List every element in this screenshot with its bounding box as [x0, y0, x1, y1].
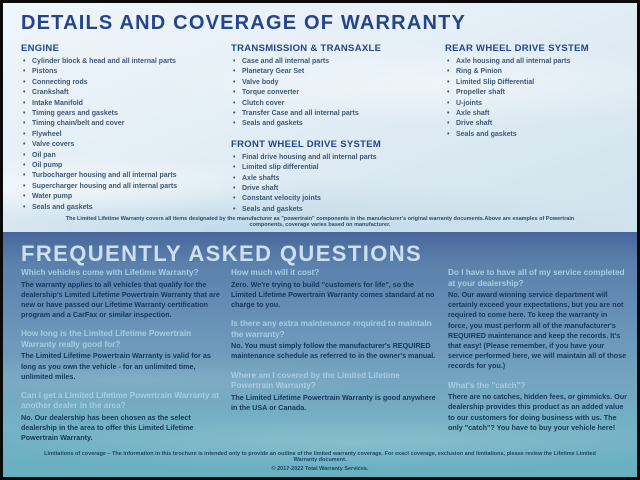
coverage-item: • Final drive housing and all internal parts	[231, 153, 443, 163]
coverage-item: • Constant velocity joints	[231, 194, 443, 204]
coverage-item: • U-joints	[445, 99, 633, 109]
coverage-section-engine	[21, 43, 227, 213]
coverage-item: • Connecting rods	[21, 78, 227, 88]
coverage-item: • Supercharger housing and all internal parts	[21, 182, 227, 192]
rear-wheel-list	[445, 57, 633, 140]
coverage-section	[3, 3, 637, 232]
faq-qa-block	[21, 391, 225, 444]
coverage-item: • Limited slip differential	[231, 163, 443, 173]
coverage-item: • Axle housing and all internal parts	[445, 57, 633, 67]
coverage-item: • Oil pump	[21, 161, 227, 171]
coverage-section-front-wheel	[231, 139, 443, 215]
faq-qa-block	[21, 268, 225, 320]
coverage-section-transmission	[231, 43, 443, 130]
footer-limitations-text: Limitations of coverage – The information in this brochure is intended only to provide an outline of the limited warranty coverage. For exact coverage, exclusion and limitations, please review the Lifetime Limited Warranty document.	[44, 451, 596, 463]
faq-qa-block	[231, 371, 439, 413]
faq-answer: The warranty applies to all vehicles that qualify for the dealership's Limited Lifetime Powertrain Warranty that are new or have passed our Lifetime Warranty certification program and a CarFax or similar inspection.	[21, 279, 220, 320]
coverage-item: • Timing chain/belt and cover	[21, 119, 227, 129]
coverage-item: • Axle shafts	[231, 174, 443, 184]
coverage-item: • Valve body	[231, 78, 443, 88]
coverage-item: • Ring & Pinion	[445, 67, 633, 77]
coverage-item: • Planetary Gear Set	[231, 67, 443, 77]
coverage-item: • Torque converter	[231, 88, 443, 98]
transmission-list	[231, 57, 443, 130]
coverage-column-transmission	[231, 43, 443, 215]
coverage-item: • Clutch cover	[231, 99, 443, 109]
faq-question: Where am I covered by the Limited Lifetime Powertrain Warranty?	[231, 370, 400, 391]
faq-column-2	[231, 268, 439, 413]
coverage-item: • Cylinder block & head and all internal parts	[21, 57, 227, 67]
coverage-section-rear-wheel	[445, 43, 633, 140]
coverage-item: • Limited Slip Differential	[445, 78, 633, 88]
faq-qa-block	[231, 319, 439, 361]
coverage-item: • Transfer Case and all internal parts	[231, 109, 443, 119]
faq-question: Which vehicles come with Lifetime Warranty?	[21, 268, 199, 277]
faq-question: Do I have to have all of my service completed at your dealership?	[448, 268, 625, 288]
faq-answer: No. Our dealership has been chosen as the select dealership in the area to offer this Limited Lifetime Powertrain Warranty.	[21, 412, 194, 443]
faq-answer: There are no catches, hidden fees, or gimmicks. Our dealership provides this product as an added value to our customers for doing business with us. The only "catch"? You have to buy your vehicle here!	[448, 392, 627, 432]
coverage-item: • Pistons	[21, 67, 227, 77]
footer	[33, 451, 607, 472]
faq-qa-block	[448, 268, 628, 372]
coverage-item: • Drive shaft	[231, 184, 443, 194]
faq-question: How much will it cost?	[231, 268, 320, 277]
front-wheel-list	[231, 153, 443, 215]
faq-question: Is there any extra maintenance required to maintain the warranty?	[231, 319, 432, 339]
footer-copyright: © 2017-2022 Total Warranty Services.	[271, 466, 369, 472]
coverage-title: DETAILS AND COVERAGE OF WARRANTY	[21, 12, 467, 34]
faq-section	[3, 232, 637, 477]
coverage-item: • Flywheel	[21, 130, 227, 140]
coverage-item: • Seals and gaskets	[445, 130, 633, 140]
coverage-item: • Valve covers	[21, 140, 227, 150]
coverage-item: • Water pump	[21, 192, 227, 202]
transmission-heading: TRANSMISSION & TRANSAXLE	[231, 43, 382, 54]
faq-answer: The Limited Lifetime Powertrain Warranty is good anywhere in the USA or Canada.	[231, 392, 436, 412]
engine-list	[21, 57, 227, 213]
coverage-column-rear-wheel	[445, 43, 633, 140]
faq-question: What's the "catch"?	[448, 380, 526, 390]
coverage-item: • Seals and gaskets	[231, 119, 443, 129]
faq-answer: Zero. We're trying to build "customers for life", so the Limited Lifetime Powertrain Warranty comes standard at no charge to you.	[231, 279, 435, 309]
faq-qa-block	[21, 329, 225, 382]
faq-answer: No. Our award winning service department will certainly exceed your expectations, but you are not required to come here. To keep the warranty in force, you must perform all of the manufacturer's REQUIRED maintenance and keep the records. It's that easy! (Please remember, if you have your service performed here, we will maintain all of those records for you.)	[448, 290, 627, 371]
coverage-footnote: The Limited Lifetime Warranty covers all items designated by the manufacturer as "powertrain" components in the manufacturer's original warranty documents.Above are examples of Powertrain components, coverage varies based on manufacturer.	[65, 216, 575, 228]
faq-title: FREQUENTLY ASKED QUESTIONS	[21, 241, 423, 266]
front-wheel-heading: FRONT WHEEL DRIVE SYSTEM	[231, 138, 382, 150]
coverage-item: • Seals and gaskets	[21, 203, 227, 213]
coverage-item: • Propeller shaft	[445, 88, 633, 98]
faq-question: How long is the Limited Lifetime Powertrain Warranty really good for?	[21, 329, 192, 349]
rear-wheel-heading: REAR WHEEL DRIVE SYSTEM	[445, 43, 589, 54]
coverage-item: • Seals and gaskets	[231, 205, 443, 215]
faq-question: Can I get a Limited Lifetime Powertrain Warranty at another dealer in the area?	[21, 390, 220, 411]
engine-heading: ENGINE	[21, 43, 60, 54]
faq-column-1	[21, 268, 225, 444]
faq-column-3	[448, 268, 628, 433]
faq-qa-block	[448, 381, 628, 433]
faq-qa-block	[231, 268, 439, 310]
coverage-item: • Case and all internal parts	[231, 57, 443, 67]
coverage-item: • Intake Manifold	[21, 99, 227, 109]
faq-answer: No. You must simply follow the manufacturer's REQUIRED maintenance schedule as referred to in the owner's manual.	[231, 341, 436, 361]
coverage-item: • Oil pan	[21, 151, 227, 161]
coverage-item: • Turbocharger housing and all internal parts	[21, 171, 227, 181]
coverage-item: • Timing gears and gaskets	[21, 109, 227, 119]
faq-answer: The Limited Lifetime Powertrain Warranty is valid for as long as you own the vehicle - for an unlimited time, unlimited miles.	[21, 351, 211, 381]
coverage-column-engine	[21, 43, 227, 213]
coverage-item: • Drive shaft	[445, 119, 633, 129]
coverage-item: • Crankshaft	[21, 88, 227, 98]
coverage-item: • Axle shaft	[445, 109, 633, 119]
